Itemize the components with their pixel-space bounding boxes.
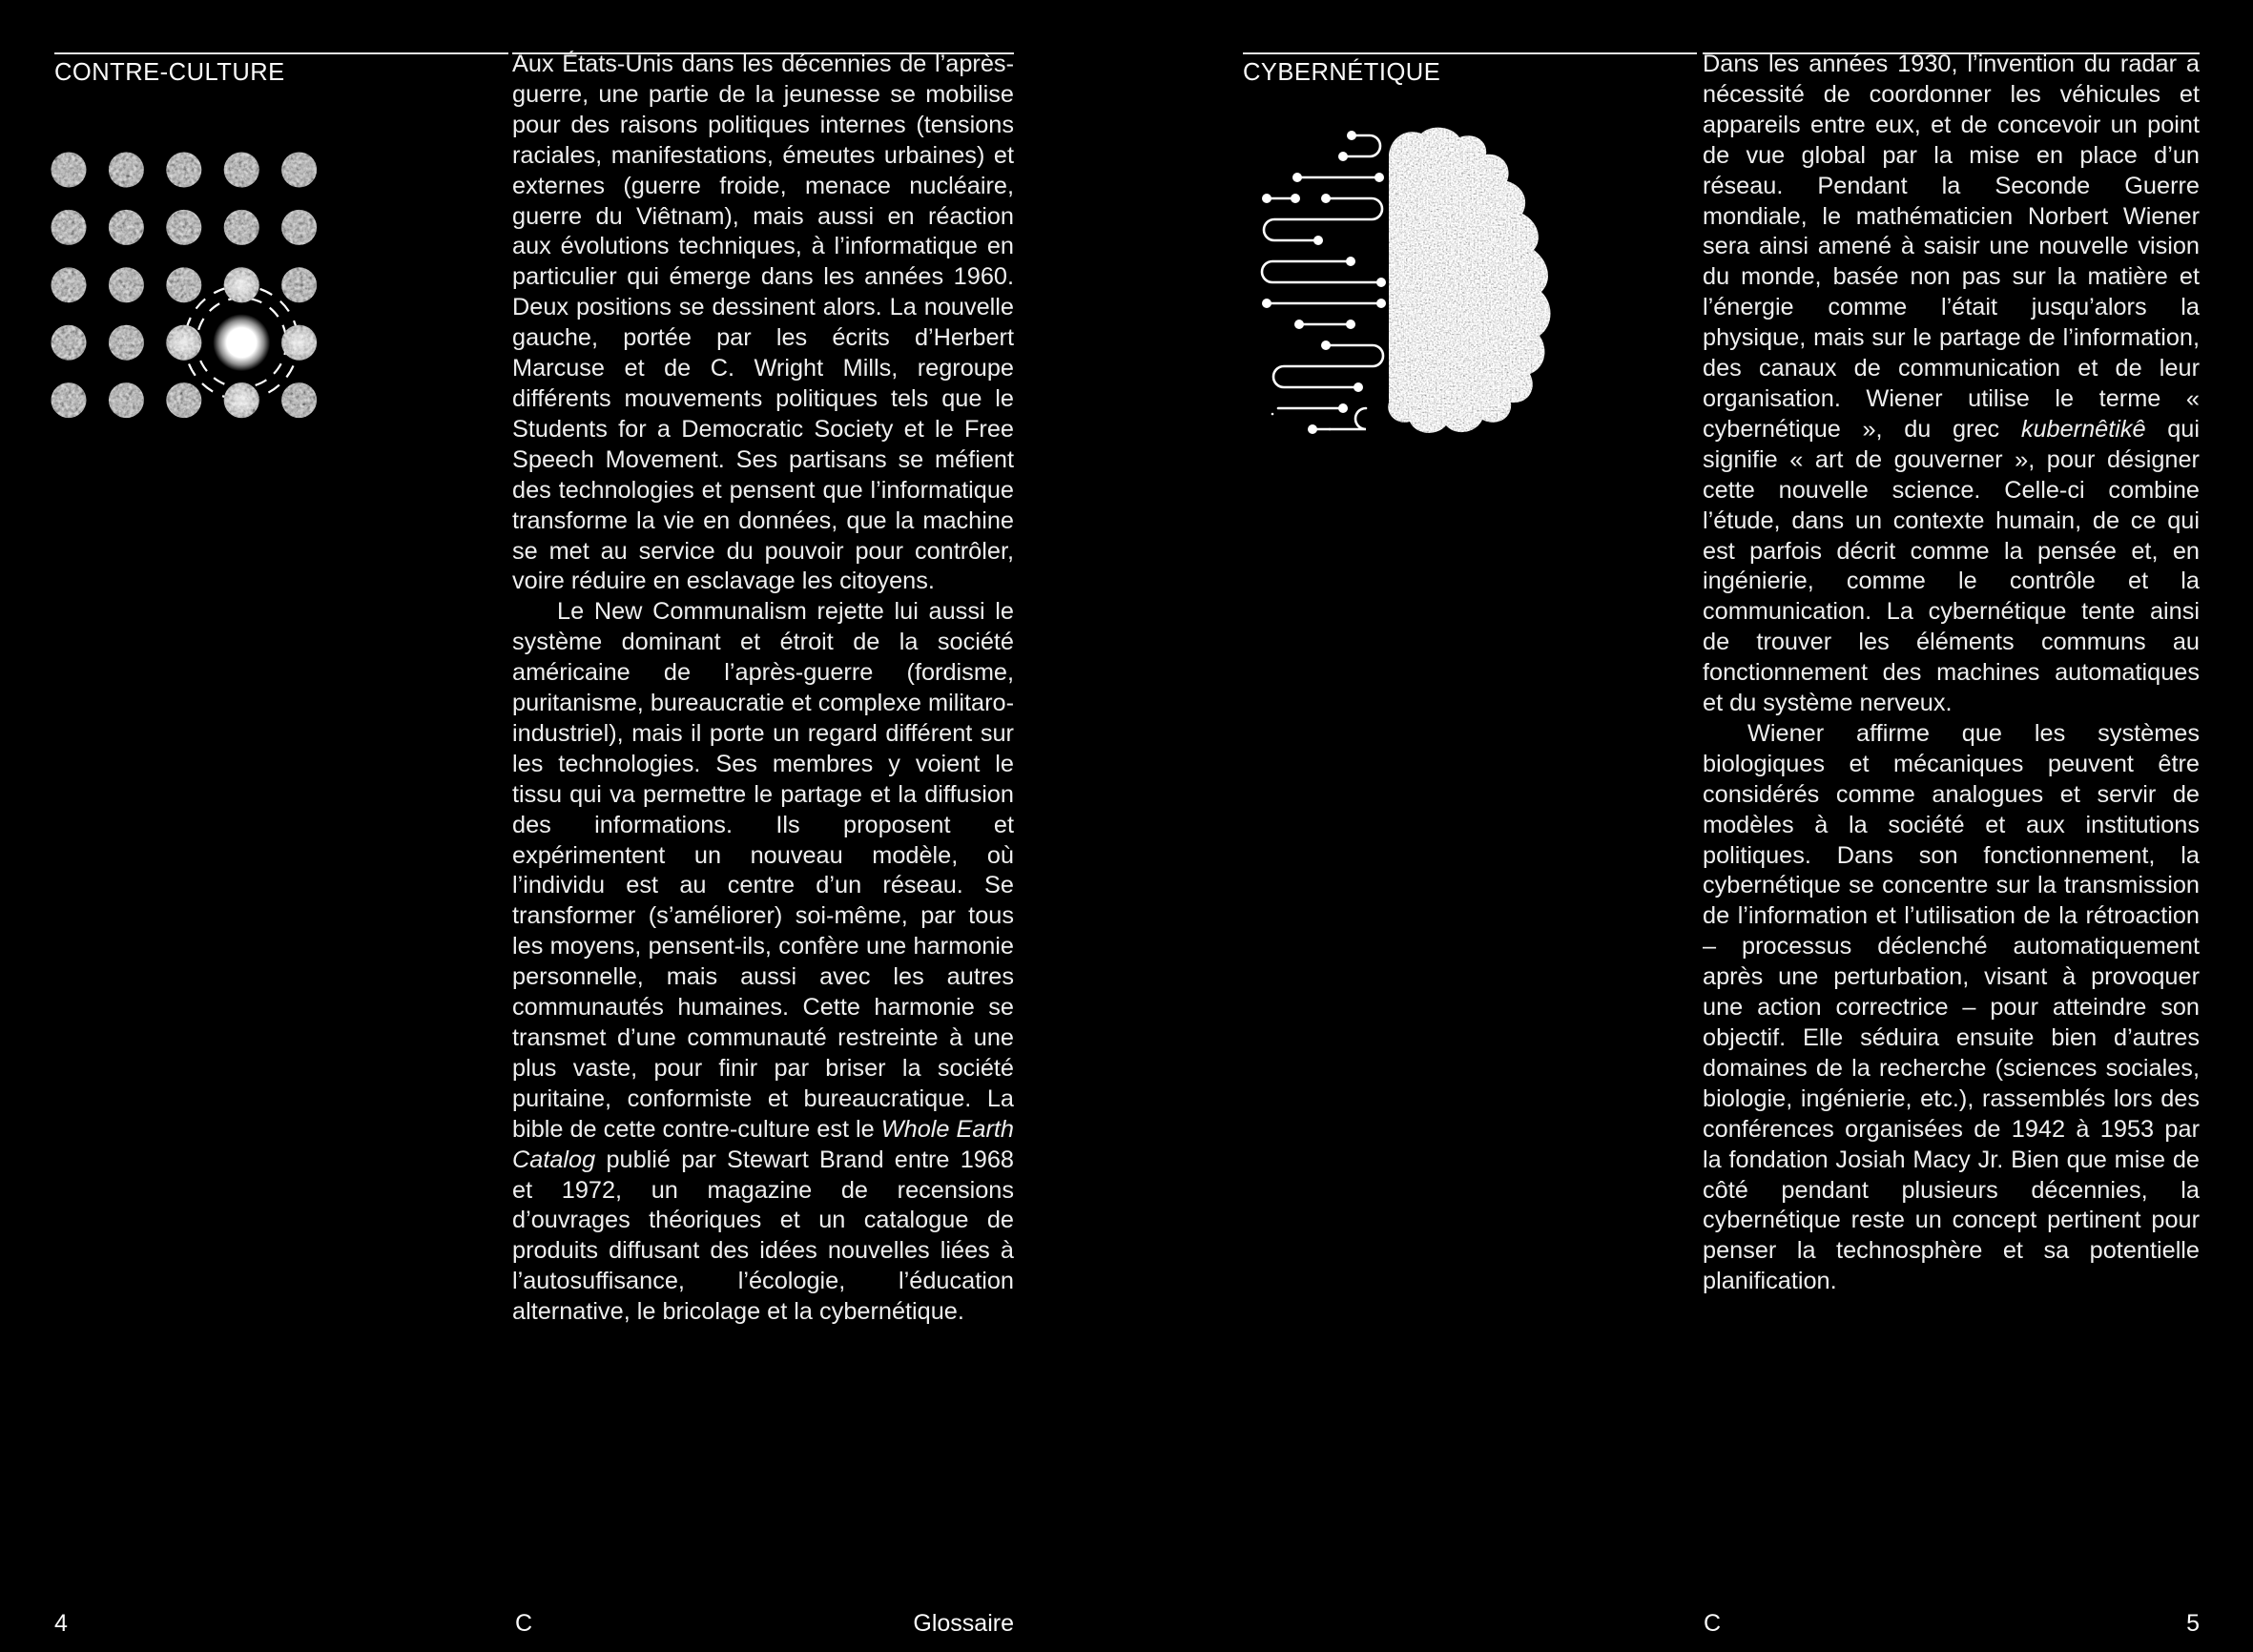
brain-hemisphere-shape	[1388, 128, 1550, 433]
right-page-term-column-rule	[1243, 52, 1697, 54]
left-section-letter: C	[515, 1610, 533, 1637]
left-page-term-column-rule	[54, 52, 508, 54]
left-page-number: 4	[54, 1610, 68, 1637]
right-section-letter: C	[1704, 1610, 1722, 1637]
left-body-text-column	[512, 50, 1014, 1328]
circuit-brain-illustration	[1238, 126, 1553, 450]
circuit-traces	[1262, 135, 1383, 429]
section-title-glossaire: Glossaire	[913, 1610, 1014, 1637]
right-paragraph-1: Dans les années 1930, l’invention du radar a nécessité de coordonner les véhicules et appareils entre eux, et de concevoir un point de vue global par la mise en place d’un réseau. Pendant la Seconde Guerre mondiale, le mathématicien Norbert Wiener sera ainsi amené à saisir une nouvelle vision du monde, basée non pas sur la matière et l’énergie comme l’était jusqu’alors la physique, mais sur le partage de l’information, des canaux de communication et de leur organisation. Wiener utilise le terme « cybernétique », du grec kubernêtikê qui signifie « art de gouverner », pour désigner cette nouvelle science. Celle-ci combine l’étude, dans un contexte humain, de ce qui est parfois décrit comme la pensée et, en ingénierie, comme le contrôle et la communication. La cybernétique tente ainsi de trouver les éléments communs au fonctionnement des machines automatiques et du système nerveux.	[1703, 51, 2200, 717]
italic-term-kubernetike: kubernêtikê	[2020, 415, 2146, 443]
dot-grid	[52, 153, 318, 419]
right-paragraph-2: Wiener affirme que les systèmes biologiques et mécaniques peuvent être considérés comme analogues et servir de modèles à la société et aux institutions politiques. Dans son fonctionnement, la cybernétique se concentre sur la transmission de l’information et l’utilisation de la rétroaction – processus déclenché automatiquement après une perturbation, visant à provoquer une action correctrice – pour atteindre son objectif. Elle séduira ensuite bien d’autres domaines de la recherche (sciences sociales, biologie, ingénierie, etc.), rassemblés lors des conférences organisées de 1942 à 1953 par la fondation Josiah Macy Jr. Bien que mise de côté pendant plusieurs décennies, la cybernétique reste un concept pertinent pour penser la technosphère et sa potentielle planification.	[1703, 719, 2200, 1295]
left-term-title: CONTRE-CULTURE	[54, 59, 285, 86]
left-paragraph-2: Le New Communalism rejette lui aussi le système dominant et étroit de la société américaine de l’après-guerre (fordisme, puritanisme, bureaucratie et complexe militaro-industriel), mais il porte un regard différent sur les technologies. Ses membres y voient le tissu qui va permettre le partage et la diffusion des informations. Ils proposent et expérimentent un nouveau modèle, où l’individu est au centre d’un réseau. Se transformer (s’améliorer) soi-même, par tous les moyens, pensent-ils, confère une harmonie personnelle, mais aussi avec les autres communautés humaines. Cette harmonie se transmet d’une communauté restreinte à une plus vaste, pour finir par briser la société puritaine, conformiste et bureaucratique. La bible de cette contre-culture est le Whole Earth Catalog publié par Stewart Brand entre 1968 et 1972, un magazine de recensions d’ouvrages théoriques et un catalogue de produits diffusant des idées nouvelles liées à l’autosuffisance, l’écologie, l’éducation alternative, le bricolage et la cybernétique.	[512, 598, 1014, 1326]
right-body-text-column	[1703, 50, 2200, 1297]
right-term-title: CYBERNÉTIQUE	[1243, 59, 1441, 86]
italic-title-whole-earth-catalog: Whole Earth Catalog	[512, 1115, 1014, 1173]
right-page-number: 5	[2186, 1610, 2200, 1637]
left-paragraph-1: Aux États-Unis dans les décennies de l’après-guerre, une partie de la jeunesse se mobilise pour des raisons politiques internes (tensions raciales, manifestations, émeutes urbaines) et externes (guerre froide, menace nucléaire, guerre du Viêtnam), mais aussi en réaction aux évolutions techniques, à l’informatique en particulier qui émerge dans les années 1960. Deux positions se dessinent alors. La nouvelle gauche, portée par les écrits d’Herbert Marcuse et de C. Wright Mills, regroupe différents mouvements politiques tels que le Students for a Democratic Society et le Free Speech Movement. Ses partisans se méfient des technologies et pensent que l’informatique transforme la vie en données, que la machine se met au service du pouvoir pour contrôler, voire réduire en esclavage les citoyens.	[512, 51, 1014, 595]
selected-node-glow-dot	[213, 314, 270, 371]
dot-grid-network-illustration	[34, 134, 349, 448]
